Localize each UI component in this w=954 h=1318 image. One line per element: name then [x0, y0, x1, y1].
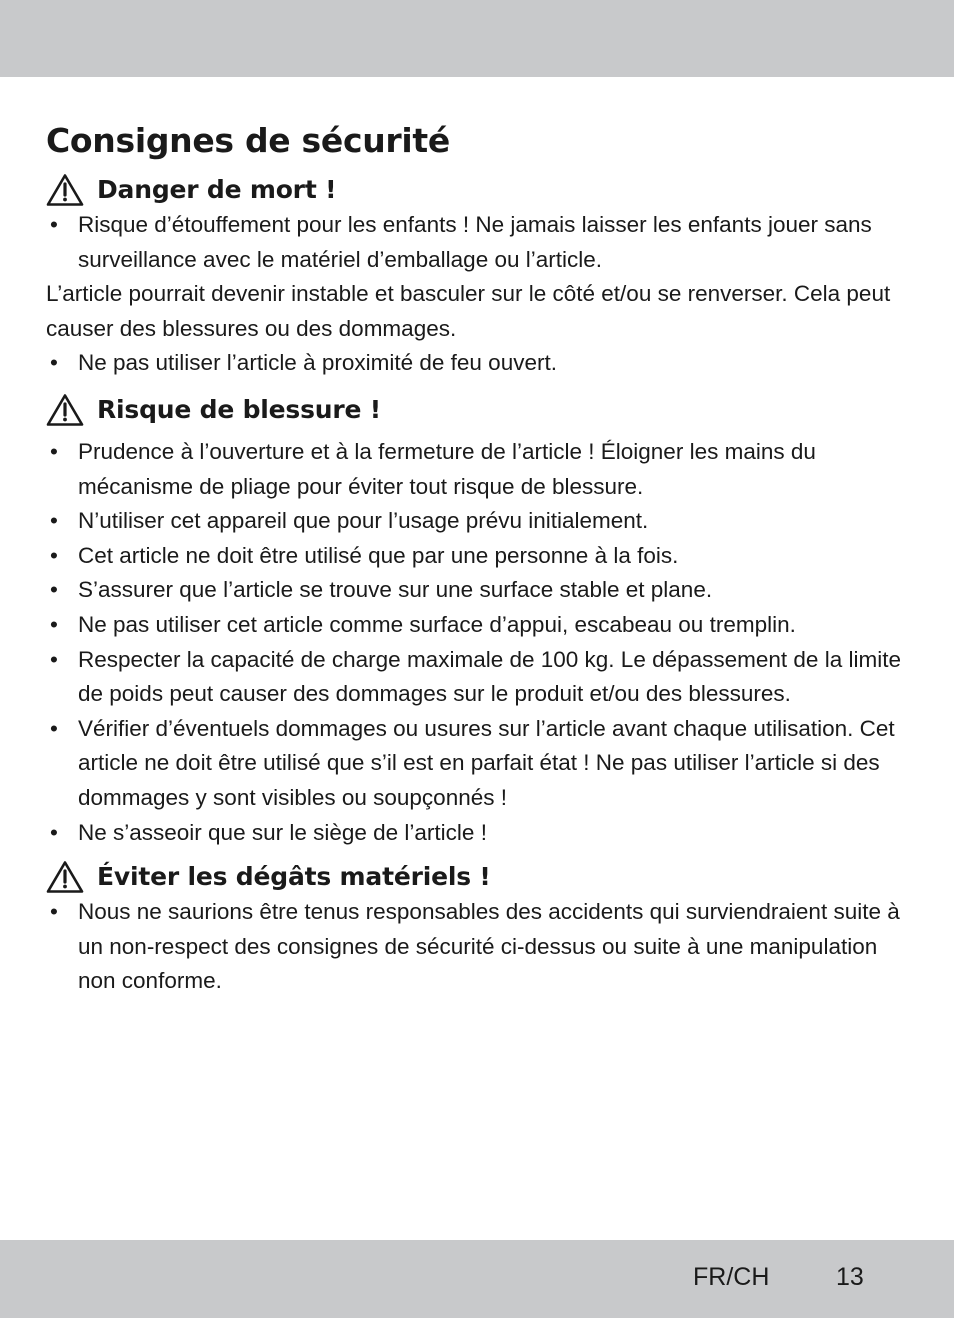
footer-band	[0, 1240, 954, 1318]
footer-language: FR/CH	[693, 1263, 770, 1291]
page-content	[46, 119, 916, 999]
section-heading-text: Risque de blessure !	[97, 394, 381, 424]
bullet-list	[46, 895, 916, 999]
section-heading-text: Éviter les dégâts matériels !	[97, 862, 491, 892]
list-item: • Ne s’asseoir que sur le siège de l’article !	[46, 816, 916, 851]
page-number: 13	[836, 1263, 864, 1291]
list-item: • Prudence à l’ouverture et à la fermeture de l’article ! Éloigner les mains du mécanisme de pliage pour éviter tout risque de blessure.	[46, 435, 916, 504]
warning-triangle-icon	[46, 173, 84, 207]
bullet-list	[46, 435, 916, 850]
bullet-list	[46, 346, 916, 381]
list-item: • Ne pas utiliser cet article comme surface d’appui, escabeau ou tremplin.	[46, 608, 916, 643]
warning-triangle-icon	[46, 860, 84, 894]
list-item: • Cet article ne doit être utilisé que par une personne à la fois.	[46, 539, 916, 574]
header-band	[0, 0, 954, 77]
section-heading-danger	[46, 172, 916, 208]
section-heading-text: Danger de mort !	[97, 175, 337, 204]
paragraph: L’article pourrait devenir instable et basculer sur le côté et/ou se renverser. Cela peut causer des blessures ou des dommages.	[46, 281, 891, 341]
list-item: • Risque d’étouffement pour les enfants ! Ne jamais laisser les enfants jouer sans surveillance avec le matériel d’emballage ou l’article.	[46, 208, 916, 277]
warning-triangle-icon	[46, 393, 84, 427]
list-item: • S’assurer que l’article se trouve sur une surface stable et plane.	[46, 573, 916, 608]
bullet-list	[46, 208, 916, 277]
section-heading-injury	[46, 392, 916, 428]
list-item: • Respecter la capacité de charge maximale de 100 kg. Le dépassement de la limite de poids peut causer des dommages sur le produit et/ou des blessures.	[46, 643, 916, 712]
list-item: • Nous ne saurions être tenus responsables des accidents qui surviendraient suite à un non-respect des consignes de sécurité ci-dessus ou suite à une manipulation non conforme.	[46, 895, 916, 999]
list-item: • Vérifier d’éventuels dommages ou usures sur l’article avant chaque utilisation. Cet article ne doit être utilisé que s’il est en parfait état ! Ne pas utiliser l’article si des dommages y sont visibles ou soupçonnés !	[46, 712, 916, 816]
list-item: • N’utiliser cet appareil que pour l’usage prévu initialement.	[46, 504, 916, 539]
list-item: • Ne pas utiliser l’article à proximité de feu ouvert.	[46, 346, 916, 381]
section-heading-material-damage	[46, 859, 916, 895]
page-title: Consignes de sécurité	[46, 121, 450, 160]
